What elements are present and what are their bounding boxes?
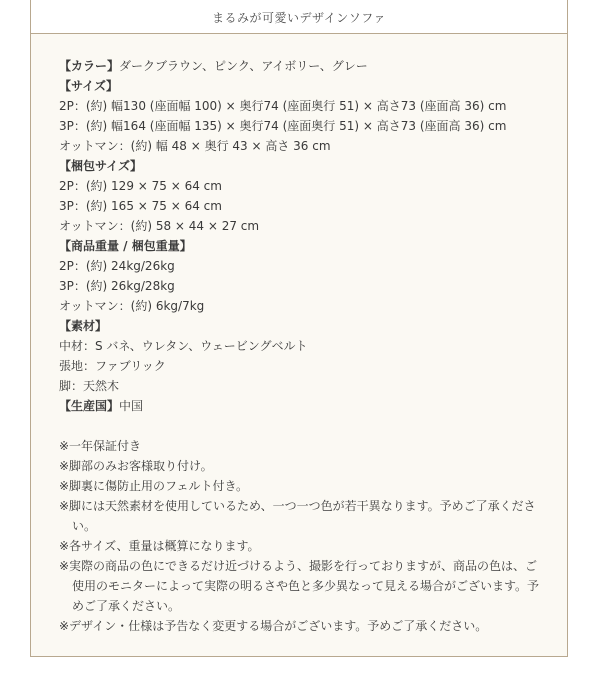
spec-body	[31, 34, 567, 636]
weight-line: 2P：(約) 24kg/26kg	[59, 259, 175, 273]
note-item: ※脚部のみお客様取り付け。	[59, 459, 213, 473]
weight-line: オットマン：(約) 6kg/7kg	[59, 299, 205, 313]
note-item: ※脚には天然素材を使用しているため、一つ一つ色が若干異なります。予めご了承ください。	[59, 499, 536, 533]
color-row	[59, 56, 567, 76]
package-size-line: 3P：(約) 165 × 75 × 64 cm	[59, 199, 222, 213]
package-size-heading: 【梱包サイズ】	[59, 159, 143, 173]
note-item: ※各サイズ、重量は概算になります。	[59, 539, 260, 553]
size-line: 3P：(約) 幅164 (座面幅 135) × 奥行74 (座面奥行 51) × 高さ73 (座面高 36) cm	[59, 119, 507, 133]
weight-heading: 【商品重量 / 梱包重量】	[59, 239, 192, 253]
note-item: ※一年保証付き	[59, 439, 142, 453]
material-line: 中材：S バネ、ウレタン、ウェービングベルト	[59, 339, 308, 353]
origin-row	[59, 396, 567, 416]
package-size-line: オットマン：(約) 58 × 44 × 27 cm	[59, 219, 260, 233]
color-value: ダークブラウン、ピンク、アイボリー、グレー	[119, 59, 368, 73]
note-item: ※デザイン・仕様は予告なく変更する場合がございます。予めご了承ください。	[59, 619, 488, 633]
card-title: まるみが可愛いデザインソファ	[31, 0, 567, 34]
package-size-line: 2P：(約) 129 × 75 × 64 cm	[59, 179, 222, 193]
weight-line: 3P：(約) 26kg/28kg	[59, 279, 175, 293]
origin-label: 【生産国】	[59, 399, 120, 413]
note-item: ※実際の商品の色にできるだけ近づけるよう、撮影を行っておりますが、商品の色は、ご使用のモニターによって実際の明るさや色と多少異なって見える場合がございます。予めご了承ください。	[59, 559, 540, 613]
size-line: オットマン：(約) 幅 48 × 奥行 43 × 高さ 36 cm	[59, 139, 331, 153]
note-item: ※脚裏に傷防止用のフェルト付き。	[59, 479, 248, 493]
material-heading: 【素材】	[59, 319, 108, 333]
origin-value: 中国	[119, 399, 144, 413]
material-line: 脚：天然木	[59, 379, 120, 393]
size-heading: 【サイズ】	[59, 79, 119, 93]
spec-card	[30, 0, 568, 657]
color-label: 【カラー】	[59, 59, 120, 73]
material-line: 張地：ファブリック	[59, 359, 166, 373]
size-line: 2P：(約) 幅130 (座面幅 100) × 奥行74 (座面奥行 51) × 高さ73 (座面高 36) cm	[59, 99, 507, 113]
section-spacer	[59, 416, 567, 436]
